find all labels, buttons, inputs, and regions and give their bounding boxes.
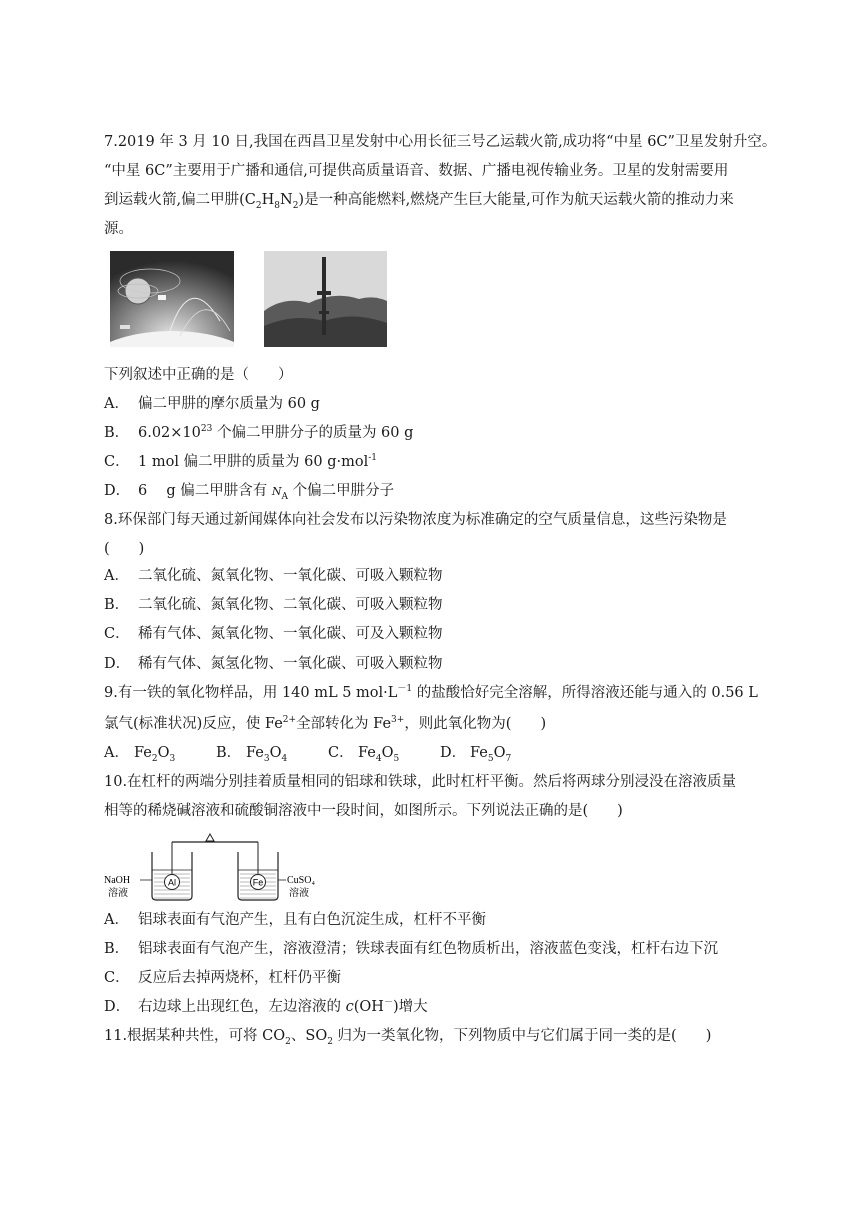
q10-option-b: B． 铝球表面有气泡产生，溶液澄清；铁球表面有红色物质析出，溶液蓝色变浅，杠杆右边下沉 [104,941,718,957]
q8-stem-line1: 8.环保部门每天通过新闻媒体向社会发布以污染物浓度为标准确定的空气质量信息，这些污染物是 [104,512,727,528]
q7-stem-line1: 7.2019 年 3 月 10 日,我国在西昌卫星发射中心用长征三号乙运载火箭,成功将“中星 6C”卫星发射升空。 [104,134,777,150]
naoh-label: NaOH [104,875,131,886]
q7-option-d: D． 6 g 偏二甲肼含有 $N_A$ 个偏二甲肼分子 [104,483,395,502]
lever-beaker-diagram [104,830,324,902]
q7-option-b: B． $6.02\times 10^{23}$ 个偏二甲肼分子的质量为 60 g [104,424,414,441]
q10-option-a: A． 铝球表面有气泡产生，且有白色沉淀生成，杠杆不平衡 [104,912,486,928]
q7-stem-line3: 到运载火箭,偏二甲肼$(C_2H_8N_2)$是一种高能燃料,燃烧产生巨大能量,可作为航天运载火箭的推动力来 [104,192,734,211]
q8-stem-line2: ( ) [104,541,145,557]
q10-option-c: C． 反应后去掉两烧杯，杠杆仍平衡 [104,970,341,986]
q8-option-d: D． 稀有气体、氮氢化物、一氧化碳、可吸入颗粒物 [104,656,443,672]
q9-option-a: A． $Fe_2O_3$ [104,745,176,764]
naoh-solution-label: 溶液 [108,888,128,899]
fulcrum-triangle [206,834,214,841]
iron-ball-label: Fe [252,877,264,888]
q11-stem: 11.根据某种共性，可将 $CO_2$、$SO_2$ 归为一类氧化物，下列物质中与它们属于同一类的是( ) [104,1028,712,1047]
q7-option-a: A． 偏二甲肼的摩尔质量为 60 g [104,396,320,412]
q7-stem-line2: “中星 6C”主要用于广播和通信,可提供高质量语音、数据、广播电视传输业务。卫星的发射需要用 [104,163,729,179]
q9-stem-line1: 9.有一铁的氧化物样品，用 140 mL 5 $mol\cdot L^{-1}$ 的盐酸恰好完全溶解，所得溶液还能与通入的 0.56 L [104,684,758,701]
q9-option-c: C． $Fe_4O_5$ [328,745,400,764]
q9-stem-line2: 氯气(标准状况)反应，使 $Fe^{2+}$全部转化为 $Fe^{3+}$，则此氧化物为( ) [104,715,547,732]
q7-option-c: C． 1 mol 偏二甲肼的质量为 60 g·mol$^{-1}$ [104,453,378,470]
q10-stem-line2: 相等的稀烧碱溶液和硫酸铜溶液中一段时间，如图所示。下列说法正确的是( ) [104,803,623,819]
rocket-launch-photo [264,251,387,347]
q9-option-d: D． $Fe_5O_7$ [440,745,512,764]
q9-option-b: B． $Fe_3O_4$ [216,745,288,764]
satellite-photo [110,251,234,347]
q10-option-d: D． 右边球上出现红色，左边溶液的 c(OH－)增大 [104,998,428,1015]
q8-option-b: B． 二氧化硫、氮氧化物、二氧化碳、可吸入颗粒物 [104,597,443,613]
cuso4-label: CuSO₄ [287,875,315,886]
aluminum-ball-label: Al [167,877,177,888]
q9-options [104,743,552,763]
q10-stem-line1: 10.在杠杆的两端分别挂着质量相同的铝球和铁球，此时杠杆平衡。然后将两球分别浸没在溶液质量 [104,774,737,790]
q7-stem-line4: 源。 [104,221,133,237]
cuso4-solution-label: 溶液 [289,888,309,899]
q7-question: 下列叙述中正确的是（ ） [104,367,293,383]
q8-option-c: C． 稀有气体、氮氧化物、一氧化碳、可及入颗粒物 [104,626,443,642]
q8-option-a: A． 二氧化硫、氮氧化物、一氧化碳、可吸入颗粒物 [104,568,443,584]
